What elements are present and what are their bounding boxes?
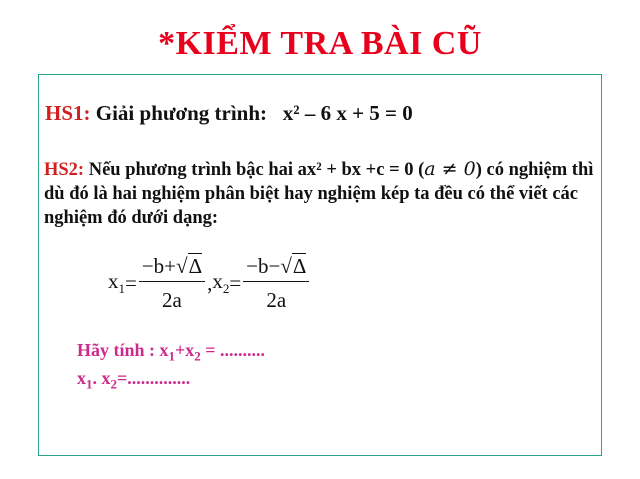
hs2-question (44, 157, 600, 230)
x2-symbol: $x_2$ (212, 269, 230, 297)
hs1-label: HS1: (45, 101, 91, 125)
hs2-condition: a ≠ 0 (424, 158, 476, 180)
hs1-question (45, 101, 413, 126)
slide-title: *KIỂM TRA BÀI CŨ (158, 25, 482, 62)
hs2-text-before: Nếu phương trình bậc hai ax² + bx +c = 0 ( (84, 160, 425, 180)
x1-fraction: $\frac{-b+√\Delta}{2a}$ (139, 254, 205, 313)
equals-sign-2: = (229, 271, 242, 295)
task-sum-line: Hãy tính : $x_1+x_2$ = .......... (77, 340, 266, 364)
roots-formula (108, 254, 311, 313)
hs1-text: Giải phương trình: (90, 101, 268, 125)
x2-fraction: $\frac{-b-√\Delta}{2a}$ (243, 254, 309, 313)
equals-sign: = (125, 271, 137, 295)
comma: , (207, 271, 213, 295)
x1-symbol: $x_1$ (108, 269, 125, 297)
hs2-text-after: ) có nghiệm thì dù đó là hai nghiệm phân biệt hay nghiệm kép ta đều có thể viết các nghiệm đó dưới dạng: (44, 160, 594, 228)
hs1-equation: x² – 6 x + 5 = 0 (282, 101, 413, 125)
hs2-label: HS2: (44, 160, 85, 180)
task-product-line: $x_1$. $x_2=$.............. (77, 368, 191, 392)
